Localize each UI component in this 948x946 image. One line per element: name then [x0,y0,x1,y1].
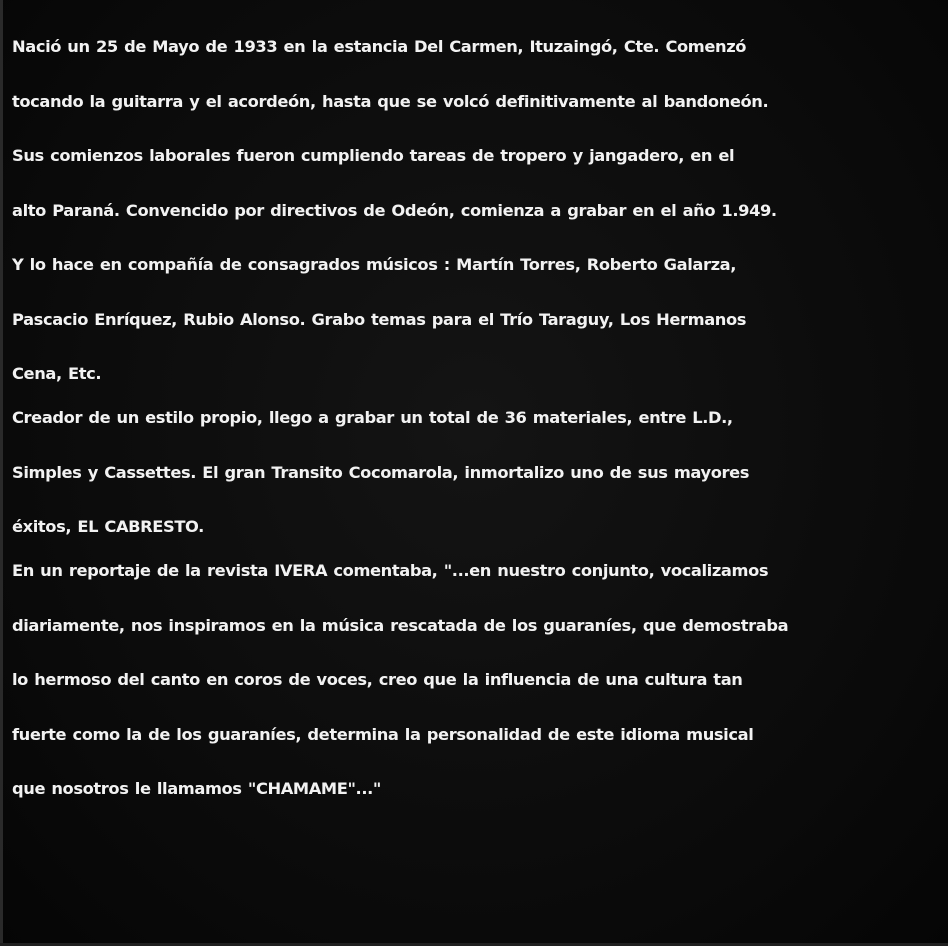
text-line-7: Cena, Etc. [12,364,102,383]
text-line-12: diariamente, nos inspiramos en la música rescatada de los guaraníes, que demostraba [12,615,789,635]
text-line-4: alto Paraná. Convencido por directivos de Odeón, comienza a grabar en el año 1.949. [12,200,777,220]
text-line-1: Nació un 25 de Mayo de 1933 en la estancia Del Carmen, Ituzaingó, Cte. Comenzó [12,37,747,56]
biography-text [12,29,942,826]
text-line-9: Simples y Cassettes. El gran Transito Cocomarola, inmortalizo uno de sus mayores [12,462,750,482]
text-line-15: que nosotros le llamamos "CHAMAME"..." [12,779,381,798]
text-line-8: Creador de un estilo propio, llego a grabar un total de 36 materiales, entre L.D., [12,408,733,427]
text-line-10: éxitos, EL CABRESTO. [12,517,204,536]
text-line-2: tocando la guitarra y el acordeón, hasta que se volcó definitivamente al bandoneón. [12,91,769,111]
text-line-3: Sus comienzos laborales fueron cumpliendo tareas de tropero y jangadero, en el [12,146,735,165]
text-line-5: Y lo hace en compañía de consagrados músicos : Martín Torres, Roberto Galarza, [12,255,737,274]
text-line-14: fuerte como la de los guaraníes, determina la personalidad de este idioma musical [12,724,754,744]
text-line-11: En un reportaje de la revista IVERA comentaba, "...en nuestro conjunto, vocalizamos [12,561,769,580]
text-line-13: lo hermoso del canto en coros de voces, creo que la influencia de una cultura tan [12,670,743,689]
text-line-6: Pascacio Enríquez, Rubio Alonso. Grabo temas para el Trío Taraguy, Los Hermanos [12,309,747,329]
page-edge [0,0,3,946]
